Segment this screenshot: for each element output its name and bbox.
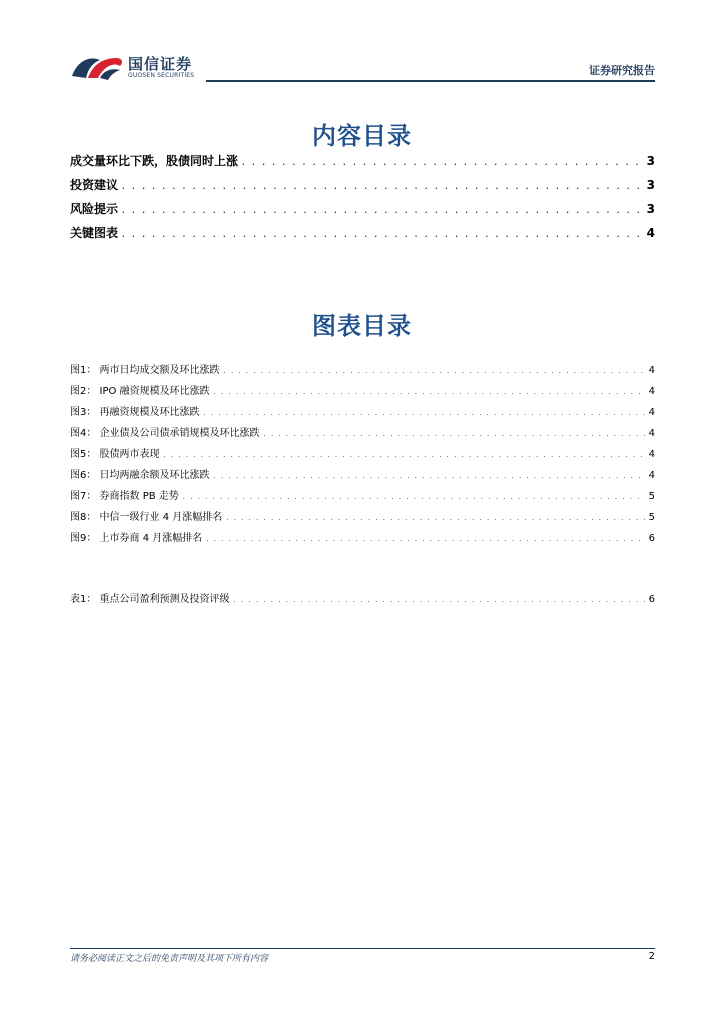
table-entry[interactable] <box>70 590 655 611</box>
figure-entry-label: 图3： 再融资规模及环比涨跌 <box>70 407 200 418</box>
report-type-label: 证券研究报告 <box>589 64 655 77</box>
figure-entry[interactable] <box>70 466 655 487</box>
figure-entry[interactable] <box>70 403 655 424</box>
figure-entry-page: 5 <box>648 491 655 502</box>
dot-leader <box>242 154 643 168</box>
toc-entry[interactable] <box>70 200 655 224</box>
figure-entry[interactable] <box>70 382 655 403</box>
figure-entry-page: 4 <box>648 470 655 481</box>
figure-entry[interactable] <box>70 445 655 466</box>
dot-leader <box>206 533 644 544</box>
figure-entry[interactable] <box>70 529 655 550</box>
toc-entry-label: 成交量环比下跌，股债同时上涨 <box>70 154 239 168</box>
page-number: 2 <box>648 951 655 962</box>
figure-entry-label: 图1： 两市日均成交额及环比涨跌 <box>70 365 220 376</box>
logo-english-name: GUOSEN SECURITIES <box>128 72 195 79</box>
figure-entry-label: 图6： 日均两融余额及环比涨跌 <box>70 470 210 481</box>
toc-entry[interactable] <box>70 176 655 200</box>
figure-entry[interactable] <box>70 424 655 445</box>
figure-entry[interactable] <box>70 361 655 382</box>
figure-entry[interactable] <box>70 508 655 529</box>
dot-leader <box>164 449 645 460</box>
dot-leader <box>204 407 645 418</box>
toc-entry-page: 3 <box>646 202 655 216</box>
toc-entry[interactable] <box>70 152 655 176</box>
dot-leader <box>122 178 643 192</box>
figure-entry-page: 5 <box>648 512 655 523</box>
dot-leader <box>214 470 645 481</box>
figures-title: 图表目录 <box>312 312 412 340</box>
toc-entry-label: 投资建议 <box>70 178 119 192</box>
dot-leader <box>264 428 645 439</box>
dot-leader <box>224 365 645 376</box>
footer-disclaimer: 请务必阅读正文之后的免责声明及其项下所有内容 <box>70 954 269 964</box>
toc-entry-label: 风险提示 <box>70 202 119 216</box>
figure-entry-label: 图4： 企业债及公司债承销规模及环比涨跌 <box>70 428 260 439</box>
logo-chinese-name: 国信证券 <box>128 55 193 73</box>
dot-leader <box>226 512 644 523</box>
tables-list <box>70 590 655 611</box>
table-entry-page: 6 <box>648 594 655 605</box>
guosen-logo <box>70 50 200 84</box>
figure-entry-page: 4 <box>648 407 655 418</box>
figure-entry[interactable] <box>70 487 655 508</box>
figure-entry-page: 4 <box>648 365 655 376</box>
contents-list <box>70 152 655 248</box>
toc-entry-page: 3 <box>646 178 655 192</box>
dot-leader <box>234 594 645 605</box>
figure-entry-label: 图2： IPO 融资规模及环比涨跌 <box>70 386 210 397</box>
figure-entry-label: 图9： 上市券商 4 月涨幅排名 <box>70 533 203 544</box>
toc-entry-label: 关键图表 <box>70 226 119 240</box>
figure-entry-page: 4 <box>648 386 655 397</box>
page-header <box>70 50 655 84</box>
toc-entry-page: 3 <box>646 154 655 168</box>
dot-leader <box>183 491 645 502</box>
footer-divider <box>70 948 655 949</box>
figure-entry-label: 图7： 券商指数 PB 走势 <box>70 491 179 502</box>
table-entry-label: 表1： 重点公司盈利预测及投资评级 <box>70 594 230 605</box>
figure-entry-page: 4 <box>648 449 655 460</box>
dot-leader <box>122 202 643 216</box>
toc-entry-page: 4 <box>646 226 655 240</box>
contents-title: 内容目录 <box>312 122 412 150</box>
figures-list <box>70 361 655 550</box>
figure-entry-label: 图5： 股债两市表现 <box>70 449 160 460</box>
toc-entry[interactable] <box>70 224 655 248</box>
dot-leader <box>122 226 643 240</box>
figure-entry-label: 图8： 中信一级行业 4 月涨幅排名 <box>70 512 223 523</box>
header-divider <box>206 80 655 82</box>
figure-entry-page: 4 <box>648 428 655 439</box>
figure-entry-page: 6 <box>648 533 655 544</box>
guosen-logo-icon <box>70 52 124 82</box>
dot-leader <box>214 386 645 397</box>
